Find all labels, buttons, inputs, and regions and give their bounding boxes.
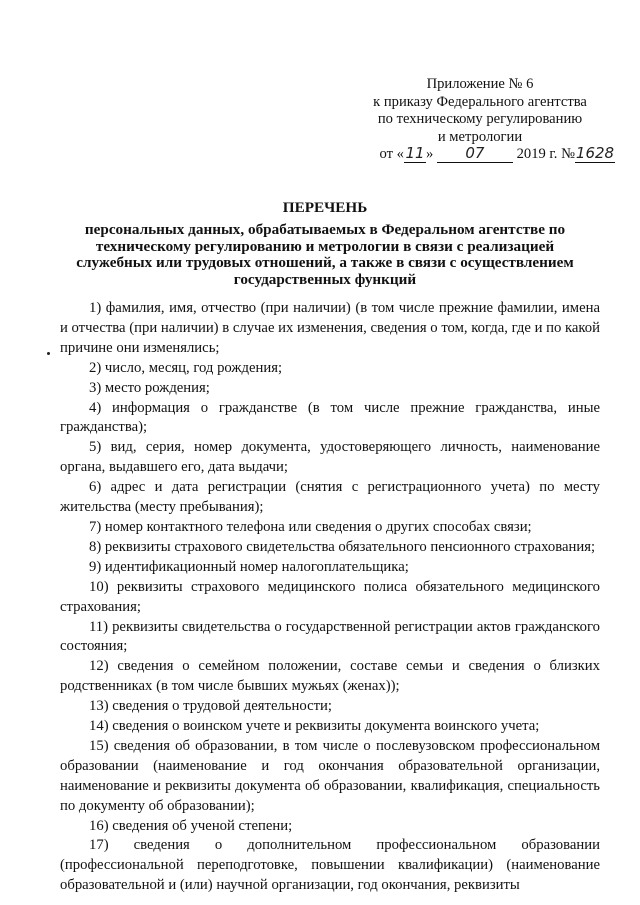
list-item: 10) реквизиты страхового медицинского полиса обязательного медицинского страхования;: [60, 578, 600, 615]
list-item: 3) место рождения;: [89, 379, 210, 396]
annex-agency-line: по техническому регулированию: [377, 111, 583, 128]
list-item: 12) сведения о семейном положении, составе семьи и сведения о близких родственниках (в том числе бывших мужьях (женах));: [60, 658, 600, 695]
document-title-block: [60, 200, 590, 289]
annex-date-line: [345, 146, 615, 164]
date-year: 2019 г. №: [516, 146, 575, 163]
list-item: 7) номер контактного телефона или сведения о других способах связи;: [89, 518, 532, 535]
list-item: 16) сведения об ученой степени;: [89, 817, 293, 834]
list-item: 4) информация о гражданстве (в том числе прежние гражданства, иные гражданства);: [60, 399, 600, 436]
list-item: 15) сведения об образовании, в том числе о послевузовском профессиональном образовании (наименование и год окончания образовательной организации, наименование и реквизиты документа об образовании, квалификация, специальность по документу об образовании);: [60, 737, 600, 814]
date-day-handwritten: 11: [405, 144, 425, 163]
annex-title: Приложение № 6: [426, 76, 534, 92]
list-item: 1) фамилия, имя, отчество (при наличии) (в том числе прежние фамилии, имена и отчества (при наличии) в случае их изменения, сведения о том, когда, где и по какой причине они изменялись;: [60, 300, 600, 356]
date-day-close: »: [425, 146, 434, 163]
annex-block: [345, 76, 615, 164]
order-number-field: [575, 146, 615, 163]
date-day-field: [404, 146, 426, 163]
document-subtitle: персональных данных, обрабатываемых в Федеральном агентстве по техническому регулированию и метрологии в связи с реализацией служебных или трудовых отношений, а также в связи с осуществлением государственных функций: [76, 220, 574, 289]
annex-order-line: к приказу Федерального агентства: [373, 93, 587, 110]
list-item: 17) сведения о дополнительном профессиональном образовании (профессиональной переподготовке, повышении квалификации) (наименование образовательной и (или) научной организации, год окончания, реквизиты: [60, 837, 600, 894]
list-item: 11) реквизиты свидетельства о государственной регистрации актов гражданского состояния;: [60, 618, 600, 655]
list-item: 13) сведения о трудовой деятельности;: [89, 698, 332, 715]
date-month-field: [437, 146, 513, 163]
annex-metrology-line: и метрологии: [437, 128, 523, 145]
list-item: 14) сведения о воинском учете и реквизиты документа воинского учета;: [89, 718, 540, 735]
order-number-handwritten: 1628: [575, 144, 615, 163]
list-item: 8) реквизиты страхового свидетельства обязательного пенсионного страхования;: [89, 538, 596, 555]
list-item: 2) число, месяц, год рождения;: [89, 359, 283, 376]
list-item: 9) идентификационный номер налогоплательщика;: [89, 558, 409, 575]
document-heading: ПЕРЕЧЕНЬ: [282, 199, 368, 216]
margin-dot-mark: [47, 352, 50, 355]
document-body: [60, 299, 600, 896]
list-item: 5) вид, серия, номер документа, удостоверяющего личность, наименование органа, выдавшего его, дата выдачи;: [60, 439, 600, 476]
list-item: 6) адрес и дата регистрации (снятия с регистрационного учета) по месту жительства (месту пребывания);: [60, 479, 600, 516]
date-prefix: от «: [379, 146, 404, 163]
date-month-handwritten: 07: [465, 144, 485, 163]
